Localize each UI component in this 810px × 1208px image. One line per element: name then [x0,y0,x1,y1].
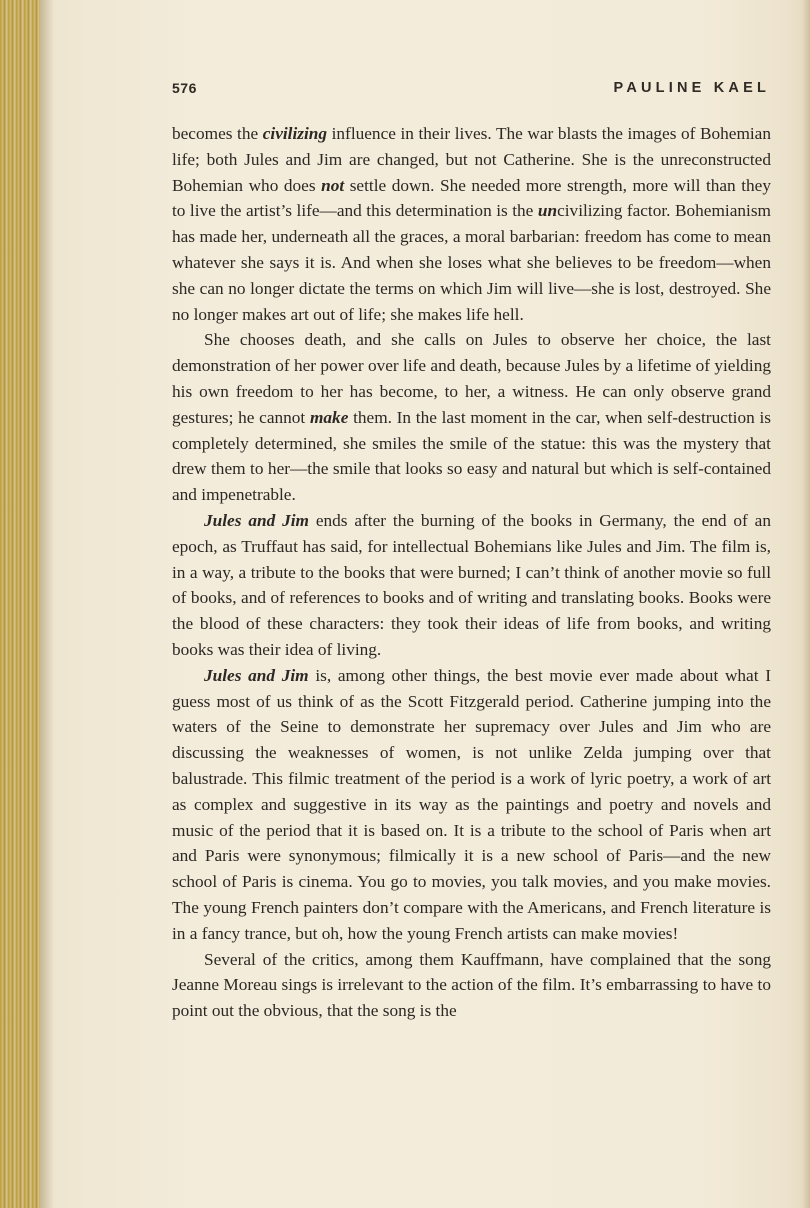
text-run: becomes the [172,124,263,143]
emphasis-text: civilizing [262,124,328,143]
page-number: 576 [172,80,197,96]
page-header [172,80,770,102]
paragraph [172,121,771,327]
running-head-author: PAULINE KAEL [613,80,770,96]
text-run: She chooses death, and she calls on Jules to observe her choice, the last demonstration of her power over life and death, because Jules by a lifetime of yielding his own freedom to her has become, to her, a witness. He can only observe grand gestures; he cannot [172,330,771,427]
paragraph [172,327,771,508]
emphasis-text: un [537,201,558,221]
emphasis-text: Jules and Jim [204,665,309,685]
text-run: is, among other things, the best movie ever made about what I guess most of us think of as the Scott Fitzgerald period. Catherine jumping into the waters of the Seine to demonstrate her supremacy over Jules and Jim who are discussing the weaknesses of women, is not unlike Zelda jumping over that balustrade. This filmic treatment of the period is a work of lyric poetry, a work of art as complex and suggestive in its way as the paintings and poetry and novels and music of the period that it is based on. It is a tribute to the school of Paris when art and Paris were synonymous; filmically it is a new school of Paris—and the new school of Paris is cinema. You go to movies, you talk movies, and you make movies. The young French painters don’t compare with the Americans, and French literature is in a fancy trance, but oh, how the young French artists can make movies! [172,665,771,943]
emphasis-text: not [321,175,345,195]
book-page-edges [0,0,40,1208]
page-right-edge [802,0,810,1208]
emphasis-text: make [309,407,349,427]
text-run: Several of the critics, among them Kauffmann, have complained that the song Jeanne Moreau sings is irrelevant to the action of the film. It’s embarrassing to have to point out the obvious, that the song is the [172,949,771,1021]
body-text [172,121,771,1024]
paragraph [172,663,771,947]
text-run: civilizing factor. Bohemianism has made her, underneath all the graces, a moral barbarian: freedom has come to mean whatever she says it is. And when she loses what she believes to be freedom—when she can no longer dictate the terms on which Jim will live—she is lost, destroyed. She no longer makes art out of life; she makes life hell. [172,201,771,324]
paragraph [172,508,771,663]
text-run: influence in their lives. The war blasts the images of Bohemian life; both Jules and Jim are changed, but not Catherine. She is the unreconstructed Bohemian who does [172,124,771,195]
paragraph [172,947,771,1024]
emphasis-text: Jules and Jim [204,510,309,530]
text-run: them. In the last moment in the car, when self-destruction is completely determined, she smiles the smile of the statue: this was the mystery that drew them to her—the smile that looks so easy and natural but which is self-contained and impenetrable. [172,407,772,505]
text-run: settle down. She needed more strength, more will than they to live the artist’s life—and this determination is the [172,175,771,221]
text-run: ends after the burning of the books in Germany, the end of an epoch, as Truffaut has said, for intellectual Bohemians like Jules and Jim. The film is, in a way, a tribute to the books that were burned; I can’t think of another movie so full of books, and of references to books and of writing and translating books. Books were the blood of these characters: they took their ideas of life from books, and writing books was their idea of living. [172,510,771,659]
